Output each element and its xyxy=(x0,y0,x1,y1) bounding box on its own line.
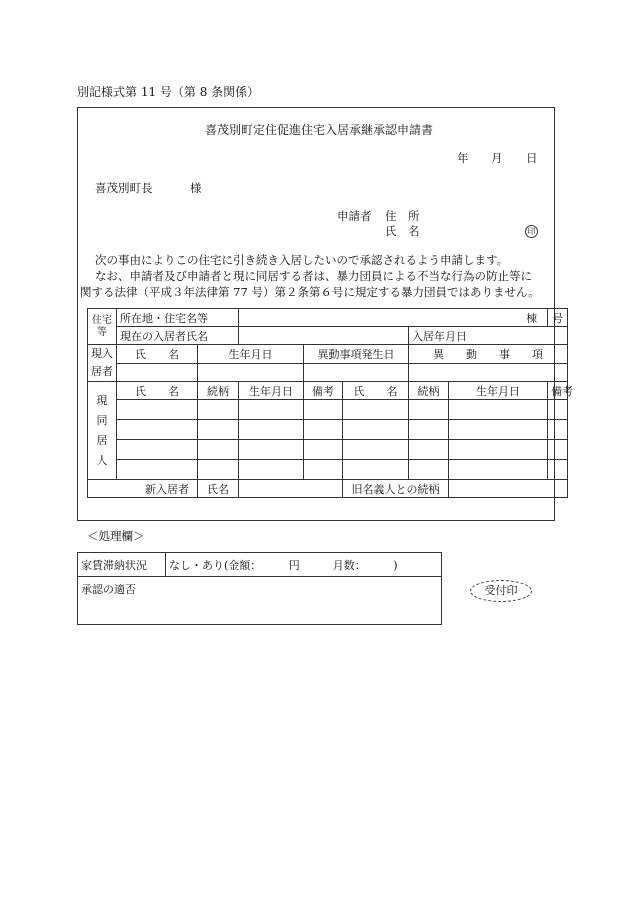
table-cell[interactable] xyxy=(304,440,343,460)
new-occupant-label: 新入居者 xyxy=(88,480,198,498)
table-cell[interactable] xyxy=(449,420,548,440)
cohabitant-birth-header-2: 生年月日 xyxy=(449,382,548,400)
table-cell[interactable] xyxy=(343,460,409,480)
cohabitant-relation-header-2: 続柄 xyxy=(409,382,449,400)
approval-cell[interactable] xyxy=(78,577,442,625)
date-year: 年 xyxy=(457,151,469,165)
cohabitant-remarks-header-2: 備考 xyxy=(548,382,568,400)
table-cell[interactable] xyxy=(117,400,198,420)
relation-to-former-label: 旧名義人との続柄 xyxy=(343,480,449,498)
table-cell[interactable] xyxy=(548,460,568,480)
location-label: 所在地・住宅名等 xyxy=(117,309,239,327)
cohabitant-remarks-header: 備考 xyxy=(304,382,343,400)
building-label: 棟 xyxy=(526,311,538,325)
applicant-name-label: 氏 名 xyxy=(385,224,420,238)
date-month: 月 xyxy=(491,151,503,165)
processing-heading: ＜処理欄＞ xyxy=(87,529,145,543)
cohabitant-relation-header: 続柄 xyxy=(198,382,239,400)
table-cell[interactable] xyxy=(304,460,343,480)
cohabitant-row xyxy=(88,420,568,440)
cohabitant-birth-header: 生年月日 xyxy=(239,382,304,400)
cohabitant-row xyxy=(88,460,568,480)
body-text-line-3: 関する法律（平成３年法律第 77 号）第２条第６号に規定する暴力団員ではありません。 xyxy=(80,285,540,299)
arrears-label: 家賃滞納状況 xyxy=(78,553,166,577)
change-date-header: 異動事項発生日 xyxy=(304,345,409,364)
processing-table xyxy=(77,552,442,625)
table-cell[interactable] xyxy=(239,460,304,480)
cohabitant-name-header: 氏 名 xyxy=(117,382,198,400)
current-occupant-label: 現入居者 xyxy=(88,345,117,382)
table-cell[interactable] xyxy=(239,400,304,420)
table-cell[interactable] xyxy=(548,420,568,440)
addressee-name: 喜茂別町長 xyxy=(95,181,153,195)
table-cell[interactable] xyxy=(449,440,548,460)
table-cell[interactable] xyxy=(198,420,239,440)
table-cell[interactable] xyxy=(198,400,239,420)
table-cell[interactable] xyxy=(117,440,198,460)
table-cell[interactable] xyxy=(409,460,449,480)
location-value[interactable] xyxy=(239,309,548,327)
table-cell[interactable] xyxy=(117,420,198,440)
cohabitant-name-header-2: 氏 名 xyxy=(343,382,409,400)
table-cell[interactable] xyxy=(198,440,239,460)
housing-label: 住宅等 xyxy=(88,309,117,345)
applicant-address-label: 住 所 xyxy=(385,209,420,223)
applicant-label: 申請者 xyxy=(337,209,372,223)
occupant-name-value[interactable] xyxy=(239,327,409,345)
table-cell[interactable] xyxy=(449,400,548,420)
move-in-label: 入居年月日 xyxy=(409,327,568,345)
table-cell[interactable] xyxy=(304,400,343,420)
table-cell[interactable] xyxy=(198,460,239,480)
approval-label: 承認の適否 xyxy=(81,583,136,596)
occupant-birth-header: 生年月日 xyxy=(198,345,304,364)
table-cell[interactable] xyxy=(239,420,304,440)
occupant-birth-cell[interactable] xyxy=(198,363,304,382)
table-cell[interactable] xyxy=(449,460,548,480)
table-cell[interactable] xyxy=(409,400,449,420)
form-number: 別記様式第 11 号（第 8 条関係） xyxy=(77,85,260,99)
table-cell[interactable] xyxy=(548,400,568,420)
table-cell[interactable] xyxy=(548,440,568,460)
date-day: 日 xyxy=(526,151,538,165)
relation-to-former-value[interactable] xyxy=(449,480,568,498)
arrears-value[interactable]: なし・あり(金額： 円 月数： ) xyxy=(166,553,442,577)
change-date-cell[interactable] xyxy=(304,363,409,382)
change-header: 異 動 事 項 xyxy=(409,345,568,364)
table-cell[interactable] xyxy=(117,460,198,480)
table-cell[interactable] xyxy=(409,440,449,460)
seal-mark: 印 xyxy=(525,225,538,238)
table-cell[interactable] xyxy=(343,400,409,420)
cohabitant-row xyxy=(88,400,568,420)
occupant-name-header: 氏 名 xyxy=(117,345,198,364)
cohabitant-label: 現同居人 xyxy=(88,382,117,480)
reception-stamp: 受付印 xyxy=(470,580,532,602)
occupant-name-label: 現在の入居者氏名 xyxy=(117,327,239,345)
table-cell[interactable] xyxy=(409,420,449,440)
new-name-value[interactable] xyxy=(239,480,343,498)
table-cell[interactable] xyxy=(304,420,343,440)
table-cell[interactable] xyxy=(343,440,409,460)
occupant-name-cell[interactable] xyxy=(117,363,198,382)
application-table xyxy=(87,308,574,498)
number-label: 号 xyxy=(548,309,568,327)
new-name-label: 氏名 xyxy=(198,480,239,498)
cohabitant-row xyxy=(88,440,568,460)
body-text-line-1: 次の事由によりこの住宅に引き続き入居したいので承認されるよう申請します。 xyxy=(95,253,509,267)
table-cell[interactable] xyxy=(239,440,304,460)
body-text-line-2: なお、申請者及び申請者と現に同居する者は、暴力団員による不当な行為の防止等に xyxy=(95,269,532,283)
table-cell[interactable] xyxy=(343,420,409,440)
form-title: 喜茂別町定住促進住宅入居承継承認申請書 xyxy=(205,123,434,137)
addressee-honorific: 様 xyxy=(190,181,202,195)
change-cell[interactable] xyxy=(409,363,568,382)
